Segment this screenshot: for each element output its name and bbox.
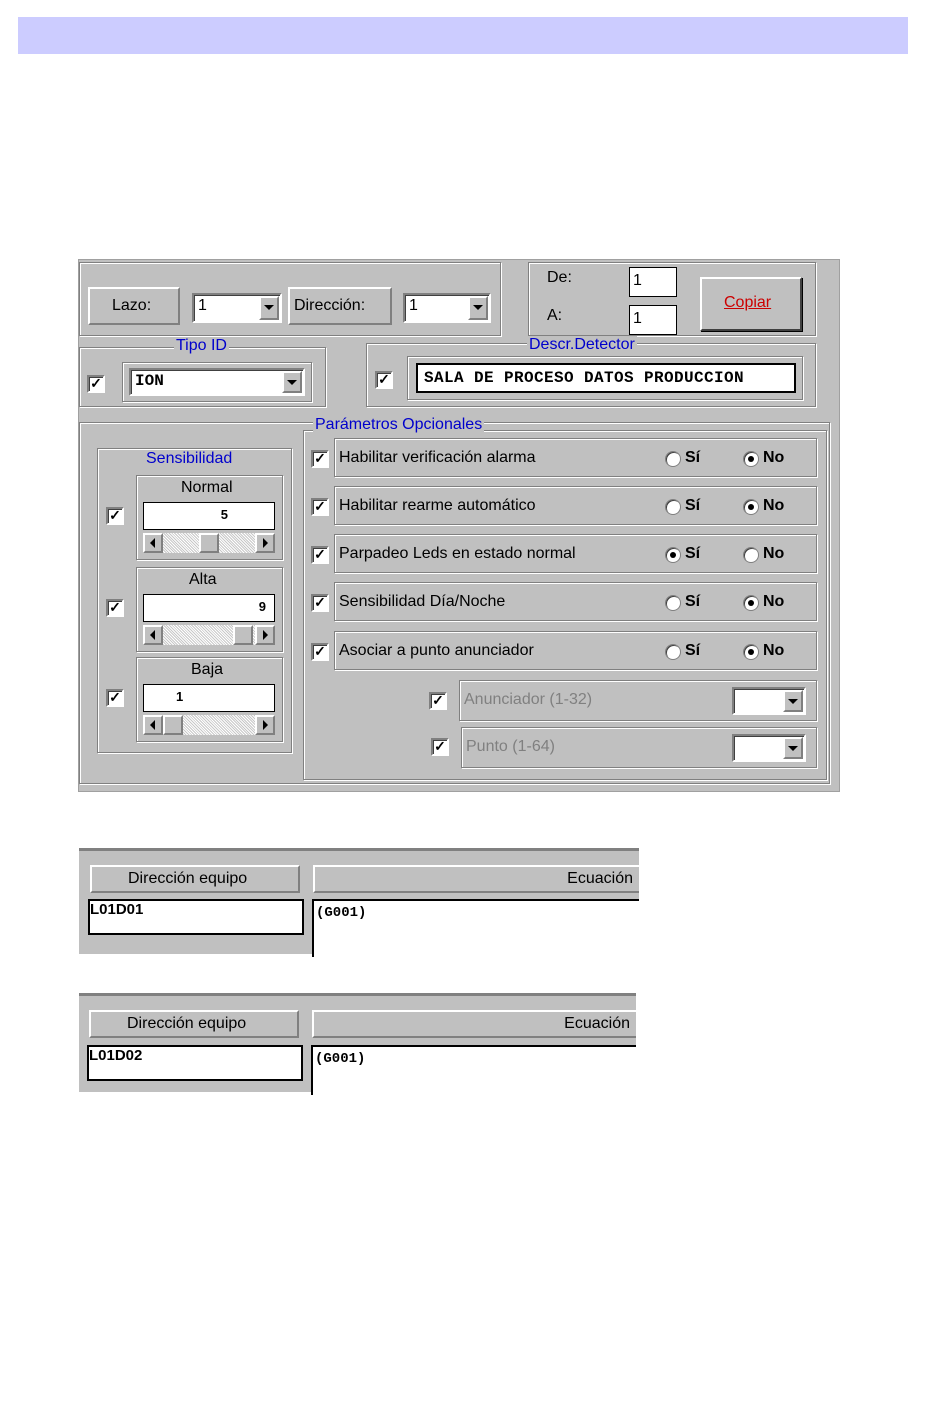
param-row [334,486,818,526]
yes-radio[interactable] [665,644,681,660]
yes-radio-label: Sí [685,449,701,466]
alta-checkbox[interactable]: ✓ [106,599,124,617]
anunciador-checkbox[interactable]: ✓ [429,692,447,710]
yes-radio[interactable] [665,499,681,515]
yes-radio-label: Sí [685,497,701,514]
baja-panel [136,657,284,743]
descr-title: Descr.Detector [529,336,635,353]
chevron-down-icon[interactable] [468,296,488,320]
baja-checkbox[interactable]: ✓ [106,689,124,707]
tipo-id-frame [122,362,312,402]
descr-value: SALA DE PROCESO DATOS PRODUCCION [424,369,745,387]
alta-value: 9 [258,599,266,614]
punto-checkbox[interactable]: ✓ [431,738,449,756]
parametros-title: Parámetros Opcionales [315,416,483,433]
punto-panel [461,727,818,769]
no-radio[interactable] [743,499,759,515]
param-checkbox[interactable]: ✓ [311,643,329,661]
lazo-label-box [88,287,180,325]
direccion-label: Dirección: [294,297,366,314]
no-radio-label: No [763,545,785,562]
grid-1-equation-cell[interactable] [312,899,639,957]
param-row-label: Habilitar verificación alarma [339,449,536,466]
punto-label: Punto (1-64) [466,738,555,755]
alta-panel [136,567,284,653]
lazo-value: 1 [198,297,207,314]
no-radio[interactable] [743,547,759,563]
chevron-down-icon[interactable] [783,737,803,759]
no-radio-label: No [763,593,785,610]
no-radio-label: No [763,449,785,466]
param-checkbox[interactable]: ✓ [311,450,329,468]
tipo-id-checkbox[interactable]: ✓ [87,375,105,393]
param-row-label: Sensibilidad Día/Noche [339,593,506,610]
normal-thumb[interactable] [199,533,219,553]
grid-2-equation-value: (G001) [315,1051,366,1067]
lazo-select[interactable] [192,293,282,323]
yes-radio-label: Sí [685,545,701,562]
detector-dialog [78,259,840,792]
tipo-id-group [79,337,326,407]
direccion-label-box [288,287,392,325]
no-radio-label: No [763,497,785,514]
normal-checkbox[interactable]: ✓ [106,507,124,525]
alta-scrollbar[interactable] [143,625,275,645]
anunciador-label: Anunciador (1-32) [464,691,593,708]
tipo-id-value: ION [135,372,164,390]
param-row [334,631,818,671]
no-radio[interactable] [743,644,759,660]
grid-2-col-device-header[interactable] [89,1010,299,1038]
anunciador-panel [459,680,818,722]
normal-value-field[interactable] [143,502,275,530]
chevron-down-icon[interactable] [259,296,279,320]
grid-1-col-device-header[interactable] [90,865,300,893]
copy-group [528,262,816,336]
equation-grid-1 [79,848,639,954]
yes-radio[interactable] [665,547,681,563]
normal-panel [136,475,284,561]
a-label: A: [547,307,563,324]
normal-value: 5 [220,507,228,522]
param-checkbox[interactable]: ✓ [311,498,329,516]
param-row [334,534,818,574]
descr-frame [407,356,803,400]
equation-grid-2 [79,993,636,1092]
yes-radio[interactable] [665,451,681,467]
tipo-id-title: Tipo ID [176,337,227,354]
grid-2-equation-cell[interactable] [311,1045,636,1095]
sensibilidad-group [97,448,292,753]
scroll-left-icon[interactable] [143,715,163,735]
no-radio[interactable] [743,595,759,611]
param-row-label: Asociar a punto anunciador [339,642,534,659]
descr-field[interactable] [416,363,796,393]
punto-select[interactable] [732,734,806,762]
anunciador-select[interactable] [732,687,806,715]
grid-1-device-header-label: Dirección equipo [128,870,248,887]
yes-radio[interactable] [665,595,681,611]
baja-scrollbar[interactable] [143,715,275,735]
scroll-left-icon[interactable] [143,625,163,645]
copiar-button[interactable] [700,277,802,331]
scroll-right-icon[interactable] [255,533,275,553]
baja-value-field[interactable] [143,684,275,712]
scroll-right-icon[interactable] [255,715,275,735]
header-band [18,17,908,54]
de-field[interactable] [629,267,677,297]
copiar-label: Copiar [724,294,772,311]
normal-scrollbar[interactable] [143,533,275,553]
grid-2-equation-header-label: Ecuación [564,1015,630,1032]
scroll-left-icon[interactable] [143,533,163,553]
de-label: De: [547,269,572,286]
grid-2-device-cell[interactable] [87,1045,303,1081]
chevron-down-icon[interactable] [783,690,803,712]
a-value: 1 [633,310,642,327]
descr-group [366,336,816,407]
yes-radio-label: Sí [685,593,701,610]
yes-radio-label: Sí [685,642,701,659]
de-value: 1 [633,272,642,289]
param-row-label: Parpadeo Leds en estado normal [339,545,576,562]
baja-thumb[interactable] [163,715,183,735]
param-checkbox[interactable]: ✓ [311,546,329,564]
sensibilidad-title: Sensibilidad [146,450,233,467]
grid-1-equation-header-label: Ecuación [567,870,633,887]
grid-1-col-equation-header[interactable] [313,865,639,893]
no-radio-label: No [763,642,785,659]
grid-2-device-value: L01D02 [89,1047,143,1064]
address-group [79,262,501,336]
direccion-select[interactable] [403,293,491,323]
baja-value: 1 [176,689,184,704]
tipo-id-select[interactable] [129,368,305,396]
direccion-value: 1 [409,297,418,314]
param-row [334,438,818,478]
param-checkbox[interactable]: ✓ [311,594,329,612]
descr-checkbox[interactable]: ✓ [375,371,393,389]
grid-1-equation-value: (G001) [316,905,367,921]
baja-label: Baja [191,661,224,678]
a-field[interactable] [629,305,677,335]
chevron-down-icon[interactable] [282,371,302,393]
scroll-right-icon[interactable] [255,625,275,645]
grid-1-device-cell[interactable] [88,899,304,935]
grid-2-col-equation-header[interactable] [312,1010,636,1038]
param-row-label: Habilitar rearme automático [339,497,536,514]
alta-label: Alta [189,571,217,588]
param-row [334,582,818,622]
grid-2-device-header-label: Dirección equipo [127,1015,247,1032]
no-radio[interactable] [743,451,759,467]
alta-value-field[interactable] [143,594,275,622]
normal-label: Normal [181,479,233,496]
lazo-label: Lazo: [112,297,152,314]
grid-1-device-value: L01D01 [90,901,144,918]
alta-thumb[interactable] [233,625,253,645]
